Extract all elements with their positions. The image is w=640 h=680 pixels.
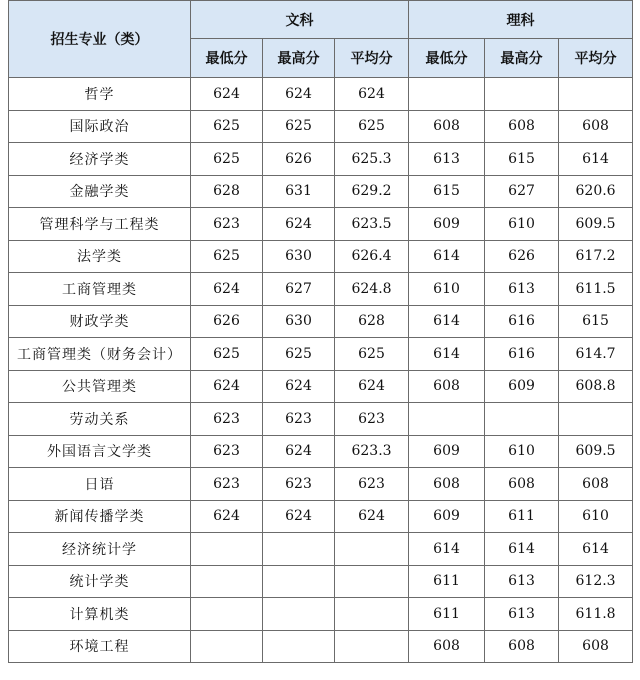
- cell-major: 工商管理类（财务会计）: [9, 338, 191, 371]
- cell-wen-min: 624: [191, 273, 263, 306]
- cell-li-max: 613: [485, 565, 559, 598]
- header-li-min: 最低分: [409, 39, 485, 78]
- cell-li-max: 626: [485, 240, 559, 273]
- cell-wen-avg: 623.5: [335, 208, 409, 241]
- cell-li-max: 608: [485, 630, 559, 663]
- table-row: [9, 435, 633, 468]
- cell-wen-avg: 625.3: [335, 143, 409, 176]
- cell-li-avg: 615: [559, 305, 633, 338]
- cell-wen-avg: 629.2: [335, 175, 409, 208]
- cell-wen-max: 624: [263, 370, 335, 403]
- cell-wen-avg: 625: [335, 110, 409, 143]
- cell-wen-max: [263, 630, 335, 663]
- cell-li-min: 614: [409, 533, 485, 566]
- cell-wen-avg: 628: [335, 305, 409, 338]
- cell-wen-avg: 626.4: [335, 240, 409, 273]
- cell-major: 计算机类: [9, 598, 191, 631]
- cell-wen-max: 625: [263, 110, 335, 143]
- cell-li-min: 608: [409, 630, 485, 663]
- cell-li-min: 614: [409, 240, 485, 273]
- cell-li-avg: 609.5: [559, 208, 633, 241]
- cell-wen-max: 631: [263, 175, 335, 208]
- table-row: [9, 500, 633, 533]
- table-header: [9, 1, 633, 78]
- cell-wen-avg: 623: [335, 403, 409, 436]
- cell-wen-max: 630: [263, 240, 335, 273]
- cell-major: 劳动关系: [9, 403, 191, 436]
- cell-wen-min: 628: [191, 175, 263, 208]
- cell-major: 经济统计学: [9, 533, 191, 566]
- cell-li-avg: [559, 403, 633, 436]
- table-row: [9, 598, 633, 631]
- cell-wen-max: 627: [263, 273, 335, 306]
- table-row: [9, 110, 633, 143]
- table-row: [9, 240, 633, 273]
- cell-wen-min: 625: [191, 143, 263, 176]
- cell-li-max: 627: [485, 175, 559, 208]
- cell-wen-avg: [335, 630, 409, 663]
- cell-wen-max: [263, 565, 335, 598]
- cell-li-max: 610: [485, 435, 559, 468]
- cell-wen-min: 623: [191, 208, 263, 241]
- cell-li-max: 615: [485, 143, 559, 176]
- cell-li-min: 609: [409, 435, 485, 468]
- cell-li-min: 609: [409, 500, 485, 533]
- table-row: [9, 175, 633, 208]
- cell-li-avg: 608: [559, 110, 633, 143]
- cell-major: 法学类: [9, 240, 191, 273]
- cell-wen-avg: 624: [335, 500, 409, 533]
- cell-li-max: 616: [485, 338, 559, 371]
- cell-li-min: 608: [409, 110, 485, 143]
- cell-major: 管理科学与工程类: [9, 208, 191, 241]
- cell-major: 财政学类: [9, 305, 191, 338]
- table-row: [9, 468, 633, 501]
- cell-li-min: 611: [409, 598, 485, 631]
- cell-wen-max: [263, 533, 335, 566]
- table-row: [9, 143, 633, 176]
- cell-wen-max: [263, 598, 335, 631]
- cell-wen-max: 624: [263, 78, 335, 111]
- cell-li-max: [485, 403, 559, 436]
- cell-major: 日语: [9, 468, 191, 501]
- cell-li-max: 613: [485, 598, 559, 631]
- cell-major: 统计学类: [9, 565, 191, 598]
- cell-wen-avg: [335, 598, 409, 631]
- cell-wen-min: 625: [191, 110, 263, 143]
- header-group-wen: 文科: [191, 1, 409, 39]
- cell-li-max: [485, 78, 559, 111]
- table-row: [9, 338, 633, 371]
- cell-wen-avg: 623.3: [335, 435, 409, 468]
- cell-wen-min: 623: [191, 468, 263, 501]
- cell-major: 公共管理类: [9, 370, 191, 403]
- table-row: [9, 370, 633, 403]
- cell-wen-min: [191, 533, 263, 566]
- header-wen-avg: 平均分: [335, 39, 409, 78]
- header-major: 招生专业（类）: [9, 1, 191, 78]
- cell-li-min: [409, 78, 485, 111]
- cell-wen-max: 623: [263, 468, 335, 501]
- cell-wen-max: 630: [263, 305, 335, 338]
- cell-wen-avg: 623: [335, 468, 409, 501]
- cell-li-avg: 608: [559, 468, 633, 501]
- table-row: [9, 78, 633, 111]
- cell-wen-min: 624: [191, 370, 263, 403]
- cell-li-max: 611: [485, 500, 559, 533]
- cell-li-max: 613: [485, 273, 559, 306]
- cell-li-min: 609: [409, 208, 485, 241]
- header-wen-max: 最高分: [263, 39, 335, 78]
- cell-li-min: 614: [409, 305, 485, 338]
- cell-wen-max: 624: [263, 435, 335, 468]
- cell-wen-avg: 624: [335, 370, 409, 403]
- cell-wen-avg: 625: [335, 338, 409, 371]
- header-wen-min: 最低分: [191, 39, 263, 78]
- cell-li-max: 614: [485, 533, 559, 566]
- cell-wen-min: [191, 630, 263, 663]
- cell-major: 环境工程: [9, 630, 191, 663]
- cell-wen-avg: 624: [335, 78, 409, 111]
- cell-major: 哲学: [9, 78, 191, 111]
- cell-li-min: 615: [409, 175, 485, 208]
- table-body: [9, 78, 633, 663]
- cell-li-min: 608: [409, 370, 485, 403]
- cell-wen-max: 623: [263, 403, 335, 436]
- cell-li-max: 608: [485, 468, 559, 501]
- cell-wen-min: 623: [191, 435, 263, 468]
- cell-li-min: 608: [409, 468, 485, 501]
- table-row: [9, 533, 633, 566]
- cell-wen-min: 625: [191, 338, 263, 371]
- cell-li-max: 608: [485, 110, 559, 143]
- admission-score-table: [8, 0, 633, 663]
- cell-wen-min: 624: [191, 500, 263, 533]
- table-row: [9, 273, 633, 306]
- cell-li-min: 611: [409, 565, 485, 598]
- cell-wen-min: 623: [191, 403, 263, 436]
- cell-li-avg: 611.5: [559, 273, 633, 306]
- cell-li-min: [409, 403, 485, 436]
- cell-wen-min: 624: [191, 78, 263, 111]
- cell-li-max: 610: [485, 208, 559, 241]
- cell-li-max: 616: [485, 305, 559, 338]
- cell-li-avg: 610: [559, 500, 633, 533]
- cell-major: 工商管理类: [9, 273, 191, 306]
- cell-li-avg: [559, 78, 633, 111]
- cell-li-avg: 608.8: [559, 370, 633, 403]
- cell-li-avg: 608: [559, 630, 633, 663]
- cell-li-min: 610: [409, 273, 485, 306]
- header-group-li: 理科: [409, 1, 633, 39]
- header-group-row: [9, 1, 633, 39]
- cell-wen-min: 625: [191, 240, 263, 273]
- cell-li-min: 614: [409, 338, 485, 371]
- cell-wen-max: 624: [263, 500, 335, 533]
- table-row: [9, 630, 633, 663]
- header-li-avg: 平均分: [559, 39, 633, 78]
- header-li-max: 最高分: [485, 39, 559, 78]
- cell-li-avg: 620.6: [559, 175, 633, 208]
- cell-li-avg: 617.2: [559, 240, 633, 273]
- cell-wen-avg: [335, 565, 409, 598]
- cell-wen-min: 626: [191, 305, 263, 338]
- cell-major: 新闻传播学类: [9, 500, 191, 533]
- cell-major: 国际政治: [9, 110, 191, 143]
- cell-li-avg: 614.7: [559, 338, 633, 371]
- table-row: [9, 403, 633, 436]
- cell-wen-min: [191, 598, 263, 631]
- cell-wen-max: 626: [263, 143, 335, 176]
- cell-wen-max: 625: [263, 338, 335, 371]
- cell-li-avg: 612.3: [559, 565, 633, 598]
- cell-li-min: 613: [409, 143, 485, 176]
- cell-li-avg: 609.5: [559, 435, 633, 468]
- cell-li-max: 609: [485, 370, 559, 403]
- table-row: [9, 305, 633, 338]
- cell-li-avg: 614: [559, 533, 633, 566]
- cell-major: 金融学类: [9, 175, 191, 208]
- cell-li-avg: 614: [559, 143, 633, 176]
- table-row: [9, 565, 633, 598]
- cell-li-avg: 611.8: [559, 598, 633, 631]
- cell-wen-avg: [335, 533, 409, 566]
- cell-wen-avg: 624.8: [335, 273, 409, 306]
- cell-wen-max: 624: [263, 208, 335, 241]
- cell-major: 经济学类: [9, 143, 191, 176]
- cell-major: 外国语言文学类: [9, 435, 191, 468]
- table-row: [9, 208, 633, 241]
- cell-wen-min: [191, 565, 263, 598]
